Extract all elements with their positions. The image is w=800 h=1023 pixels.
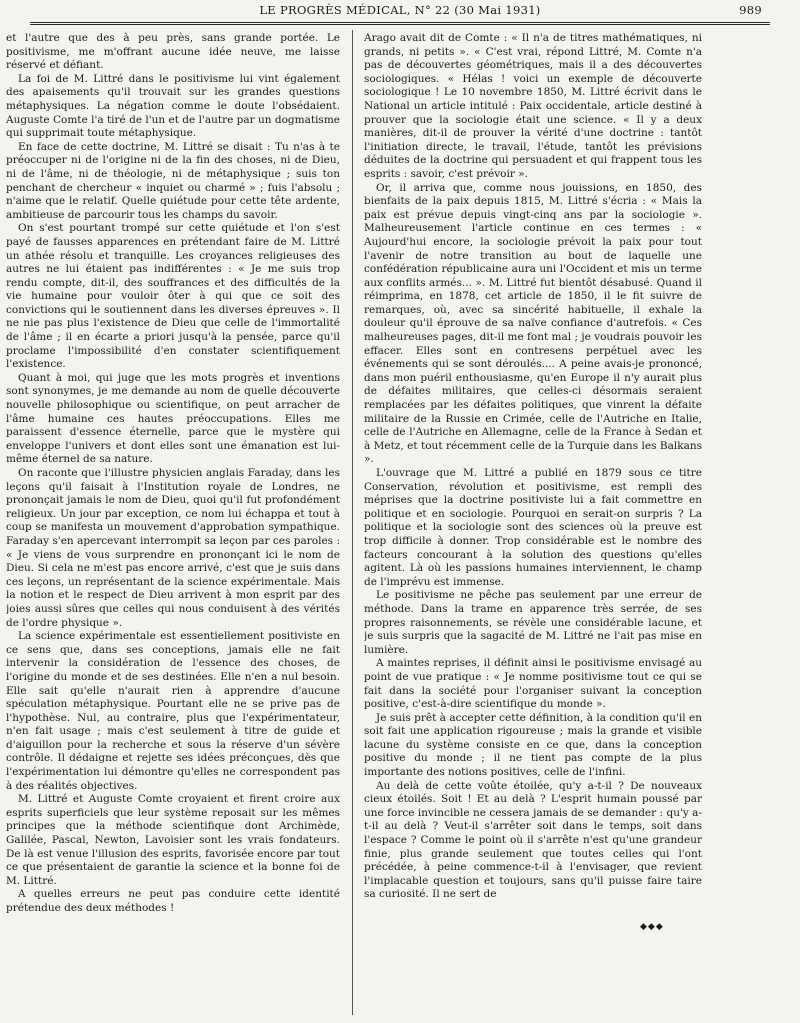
paragraph: En face de cette doctrine, M. Littré se disait : Tu n'as à te préoccuper ni de l'origine ni de la fin des choses, ni de Dieu, ni de l'âme, ni de théologie, ni de métaphysique ; suis ton penchant de chercheur « inquiet ou charmé » ; fuis l'absolu ; n'aime que le relatif. Quelle quiétude pour cette tête ardente, ambitieuse de parcourir tous les champs du savoir.	[6, 140, 340, 221]
paragraph: et l'autre que des à peu près, sans grande portée. Le positivisme, me m'offrant aucune idée neuve, me laisse réservé et défiant.	[6, 32, 340, 72]
paragraph: Quant à moi, qui juge que les mots progrès et inventions sont synonymes, je me demande au nom de quelle découverte nouvelle philosophique ou scientifique, on peut arracher de l'âme humaine ces hautes préoccupations. Elles me paraissent d'essence éternelle, parce que le mystère qui enveloppe l'univers et dont elles sont une émanation est lui-même éternel de sa nature.	[6, 371, 340, 466]
paragraph: Au delà de cette voûte étoilée, qu'y a-t-il ? De nouveaux cieux étoilés. Soit ! Et au delà ? L'esprit humain poussé par une force invincible ne cessera jamais de se demander : qu'y a-t-il au delà ? Veut-il s'arrêter soit dans le temps, soit dans l'espace ? Comme le point où il s'arrête n'est qu'une grandeur finie, plus grande seulement que toutes celles qui l'ont précédée, à peine commence-t-il à l'envisager, que revient l'implacable question et toujours, sans qu'il puisse faire taire sa curiosité. Il ne sert de	[364, 779, 702, 901]
paragraph: M. Littré et Auguste Comte croyaient et firent croire aux esprits superficiels que leur système reposait sur les mêmes principes que la méthode scientifique dont Archimède, Galilée, Pascal, Newton, Lavoisier sont les vrais fondateurs. De là est venue l'illusion des esprits, favorisée encore par tout ce que présentaient de garantie la science et la bonne foi de M. Littré.	[6, 793, 340, 887]
paragraph: Je suis prêt à accepter cette définition, à la condition qu'il en soit fait une application rigoureuse ; mais la grande et visible lacune du système consiste en ce que, dans la conception positive du monde ; il ne tient pas compte de la plus importante des notions positives, celle de l'infini.	[364, 711, 702, 779]
left-column	[6, 32, 340, 1012]
page-header	[30, 3, 770, 21]
paragraph: On raconte que l'illustre physicien anglais Faraday, dans les leçons qu'il faisait à l'Institution royale de Londres, ne prononçait jamais le nom de Dieu, quoi qu'il fut profondément religieux. Un jour par exception, ce nom lui échappa et tout à coup se manifesta un mouvement d'approbation sympathique. Faraday s'en apercevant interrompit sa leçon par ces paroles : « Je viens de vous surprendre en prononçant ici le nom de Dieu. Si cela ne m'est pas encore arrivé, c'est que je suis dans ces leçons, un représentant de la science expérimentale. Mais la notion et le respect de Dieu arrivent à mon esprit par des joies aussi sûres que celles qui nous conduisent à des vérités de l'ordre physique ».	[6, 467, 340, 629]
paragraph: La science expérimentale est essentiellement positiviste en ce sens que, dans ses conceptions, jamais elle ne fait intervenir la considération de l'essence des choses, de l'origine du monde et de ses destinées. Elle n'en a nul besoin. Elle sait qu'elle n'aurait rien à apprendre d'aucune spéculation métaphysique. Pourtant elle ne se prive pas de l'hypothèse. Nul, au contraire, plus que l'expérimentateur, n'en fait usage ; mais c'est seulement à titre de guide et d'aiguillon pour la recherche et sous la réserve d'un sévère contrôle. Il dédaigne et rejette ses idées préconçues, dès que l'expérimentation lui démontre qu'elles ne correspondent pas à des réalités objectives.	[6, 630, 340, 792]
paragraph: L'ouvrage que M. Littré a publié en 1879 sous ce titre Conservation, révolution et positivisme, est rempli des méprises que la doctrine positiviste lui a fait commettre en politique et en sociologie. Pourquoi en serait-on surpris ? La politique et la sociologie sont des sciences où la preuve est trop difficile à donner. Trop considérable est le nombre des facteurs concourant à la solution des questions qu'elles agitent. Là où les passions humaines interviennent, le champ de l'imprévu est immense.	[364, 467, 702, 588]
paragraph: Le positivisme ne pêche pas seulement par une erreur de méthode. Dans la trame en apparence très serrée, de ses propres raisonnements, se révèle une considérable lacune, et je suis surpris que la sagacité de M. Littré ne l'ait pas mise en lumière.	[364, 589, 702, 656]
page-number: 989	[739, 3, 762, 17]
paragraph: Or, il arriva que, comme nous jouissions, en 1850, des bienfaits de la paix depuis 1815, M. Littré s'écria : « Mais la paix est prévue depuis vingt-cinq ans par la sociologie ». Malheureusement l'article continue en ces termes : « Aujourd'hui encore, la sociologie prévoit la paix pour tout l'avenir de notre transition au bout de laquelle une confédération républicaine aura uni l'Occident et mis un terme aux conflits armés... ». M. Littré fut bientôt désabusé. Quand il réimprima, en 1878, cet article de 1850, il le fit suivre de remarques, où, avec sa sincérité habituelle, il exhale la douleur qu'il éprouve de sa naïve confiance d'autrefois. « Ces malheureuses pages, dit-il me font mal ; je voudrais pouvoir les effacer. Elles sont en contresens perpétuel avec les événements qui se sont déroulés.... A peine avais-je prononcé, dans mon puéril enthousiasme, qu'en Europe il n'y aurait plus de défaites militaires, que celles-ci désormais seraient remplacées par les défaites politiques, que vinrent la défaite militaire de la Russie en Crimée, celle de l'Autriche en Italie, celle de l'Autriche en Allemagne, celle de la France à Sedan et à Metz, et tout récemment celle de la Turquie dans les Balkans ».	[364, 181, 702, 466]
paragraph: La foi de M. Littré dans le positivisme lui vint également des apaisements qu'il trouvait sur les grandes questions métaphysiques. La négation comme le doute l'obsédaient. Auguste Comte l'a tiré de l'un et de l'autre par un dogmatisme qui supprimait toute métaphysique.	[6, 72, 340, 140]
paragraph: A maintes reprises, il définit ainsi le positivisme envisagé au point de vue pratique : « Je nomme positivisme tout ce qui se fait dans la société pour l'organiser suivant la conception positive, c'est-à-dire scientifique du monde ».	[364, 657, 702, 711]
paragraph: Arago avait dit de Comte : « Il n'a de titres mathématiques, ni grands, ni petits ». « C'est vrai, répond Littré, M. Comte n'a pas de découvertes géométriques, mais il a des découvertes sociologiques. « Hélas ! voici un exemple de découverte sociologique ! Le 10 novembre 1850, M. Littré écrivit dans le National un article intitulé : Paix occidentale, article destiné à prouver que la sociologie était une science. « Il y a deux manières, dit-il de prouver la vérité d'une doctrine : tantôt l'initiation directe, le travail, l'étude, tantôt les prévisions déduites de la doctrine qui persuadent et qui frappent tous les esprits : savoir, c'est prévoir ».	[364, 32, 702, 180]
journal-title: LE PROGRÈS MÉDICAL, N° 22 (30 Mai 1931)	[259, 3, 541, 17]
end-ornament: ◆◆◆	[640, 922, 664, 932]
paragraph: On s'est pourtant trompé sur cette quiétude et l'on s'est payé de fausses apparences en prétendant faire de M. Littré un athée résolu et tranquille. Les croyances religieuses des autres ne lui étaient pas indifférentes : « Je me suis trop rendu compte, dit-il, des souffrances et des difficultés de la vie humaine pour vouloir ôter à qui que ce soit des convictions qui le soutiennent dans les diverses épreuves ». Il ne nie pas plus l'existence de Dieu que celle de l'immortalité de l'âme ; il en écarte a priori jusqu'à la pensée, parce qu'il proclame l'impossibilité d'en constater scientifiquement l'existence.	[6, 222, 340, 371]
header-rule	[30, 22, 770, 25]
column-divider	[352, 30, 353, 1015]
right-column	[364, 32, 702, 1012]
paragraph: A quelles erreurs ne peut pas conduire cette identité prétendue des deux méthodes !	[6, 888, 340, 914]
